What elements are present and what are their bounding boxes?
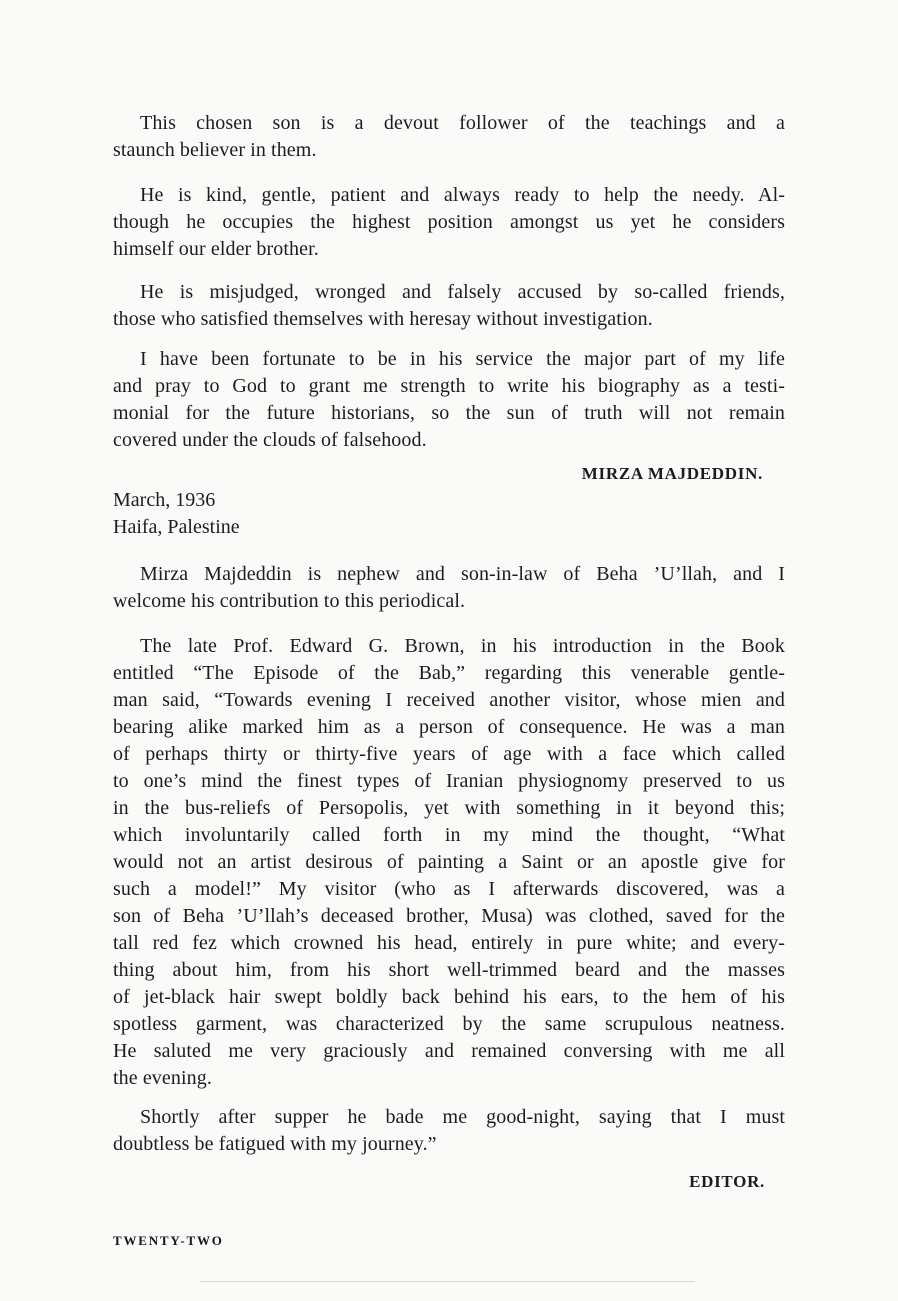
- text-line: the evening.: [113, 1067, 212, 1089]
- text-line: He is misjudged, wronged and falsely accused by so-called friends,: [140, 281, 785, 303]
- paragraph-good-night: [113, 1104, 785, 1158]
- paragraph-misjudged: [113, 279, 785, 333]
- text-line: tall red fez which crowned his head, entirely in pure white; and every-: [113, 932, 785, 954]
- text-line: man said, “Towards evening I received another visitor, whose mien and: [113, 689, 785, 711]
- text-line: entitled “The Episode of the Bab,” regarding this venerable gentle-: [113, 662, 785, 684]
- text-line: those who satisfied themselves with heresay without investigation.: [113, 308, 653, 330]
- contributor-signature: MIRZA MAJDEDDIN.: [581, 464, 763, 483]
- text-line: The late Prof. Edward G. Brown, in his introduction in the Book: [140, 635, 785, 657]
- text-line: spotless garment, was characterized by the same scrupulous neatness.: [113, 1013, 785, 1035]
- text-line: Mirza Majdeddin is nephew and son-in-law of Beha ’U’llah, and I: [140, 563, 785, 585]
- text-line: to one’s mind the finest types of Iranian physiognomy preserved to us: [113, 770, 785, 792]
- text-line: staunch believer in them.: [113, 139, 317, 161]
- paragraph-chosen-son: [113, 110, 785, 164]
- editor-signature: EDITOR.: [689, 1172, 765, 1191]
- paragraph-kind-gentle: [113, 182, 785, 263]
- text-line: in the bus-reliefs of Persopolis, yet with something in it beyond this;: [113, 797, 785, 819]
- paragraph-fortunate-service: [113, 346, 785, 454]
- text-line: doubtless be fatigued with my journey.”: [113, 1133, 437, 1155]
- paragraph-editor-note: [113, 561, 785, 615]
- text-line: which involuntarily called forth in my mind the thought, “What: [113, 824, 785, 846]
- page-number-footer: TWENTY-TWO: [113, 1233, 224, 1248]
- text-line: of perhaps thirty or thirty-five years of age with a face which called: [113, 743, 785, 765]
- book-page: [113, 0, 785, 1195]
- text-line: He is kind, gentle, patient and always ready to help the needy. Al-: [140, 184, 785, 206]
- text-line: though he occupies the highest position amongst us yet he considers: [113, 211, 785, 233]
- text-line: Shortly after supper he bade me good-night, saying that I must: [140, 1106, 785, 1128]
- text-line: welcome his contribution to this periodical.: [113, 590, 466, 612]
- text-line: thing about him, from his short well-trimmed beard and the masses: [113, 959, 785, 981]
- text-line: covered under the clouds of falsehood.: [113, 429, 427, 451]
- text-line: such a model!” My visitor (who as I afterwards discovered, was a: [113, 878, 785, 900]
- dateline-month-year: March, 1936: [113, 489, 216, 511]
- text-line: This chosen son is a devout follower of the teachings and a: [140, 112, 785, 134]
- dateline: [113, 487, 785, 541]
- text-line: monial for the future historians, so the sun of truth will not remain: [113, 402, 785, 424]
- scan-artifact-line: [200, 1281, 695, 1282]
- text-line: I have been fortunate to be in his service the major part of my life: [140, 348, 785, 370]
- paragraph-prof-brown-quote: [113, 633, 785, 1092]
- text-line: and pray to God to grant me strength to write his biography as a testi-: [113, 375, 785, 397]
- text-line: bearing alike marked him as a person of consequence. He was a man: [113, 716, 785, 738]
- dateline-place: Haifa, Palestine: [113, 516, 240, 538]
- text-line: would not an artist desirous of painting a Saint or an apostle give for: [113, 851, 785, 873]
- text-line: son of Beha ’U’llah’s deceased brother, Musa) was clothed, saved for the: [113, 905, 785, 927]
- text-line: of jet-black hair swept boldly back behind his ears, to the hem of his: [113, 986, 785, 1008]
- text-line: himself our elder brother.: [113, 238, 319, 260]
- text-line: He saluted me very graciously and remained conversing with me all: [113, 1040, 785, 1062]
